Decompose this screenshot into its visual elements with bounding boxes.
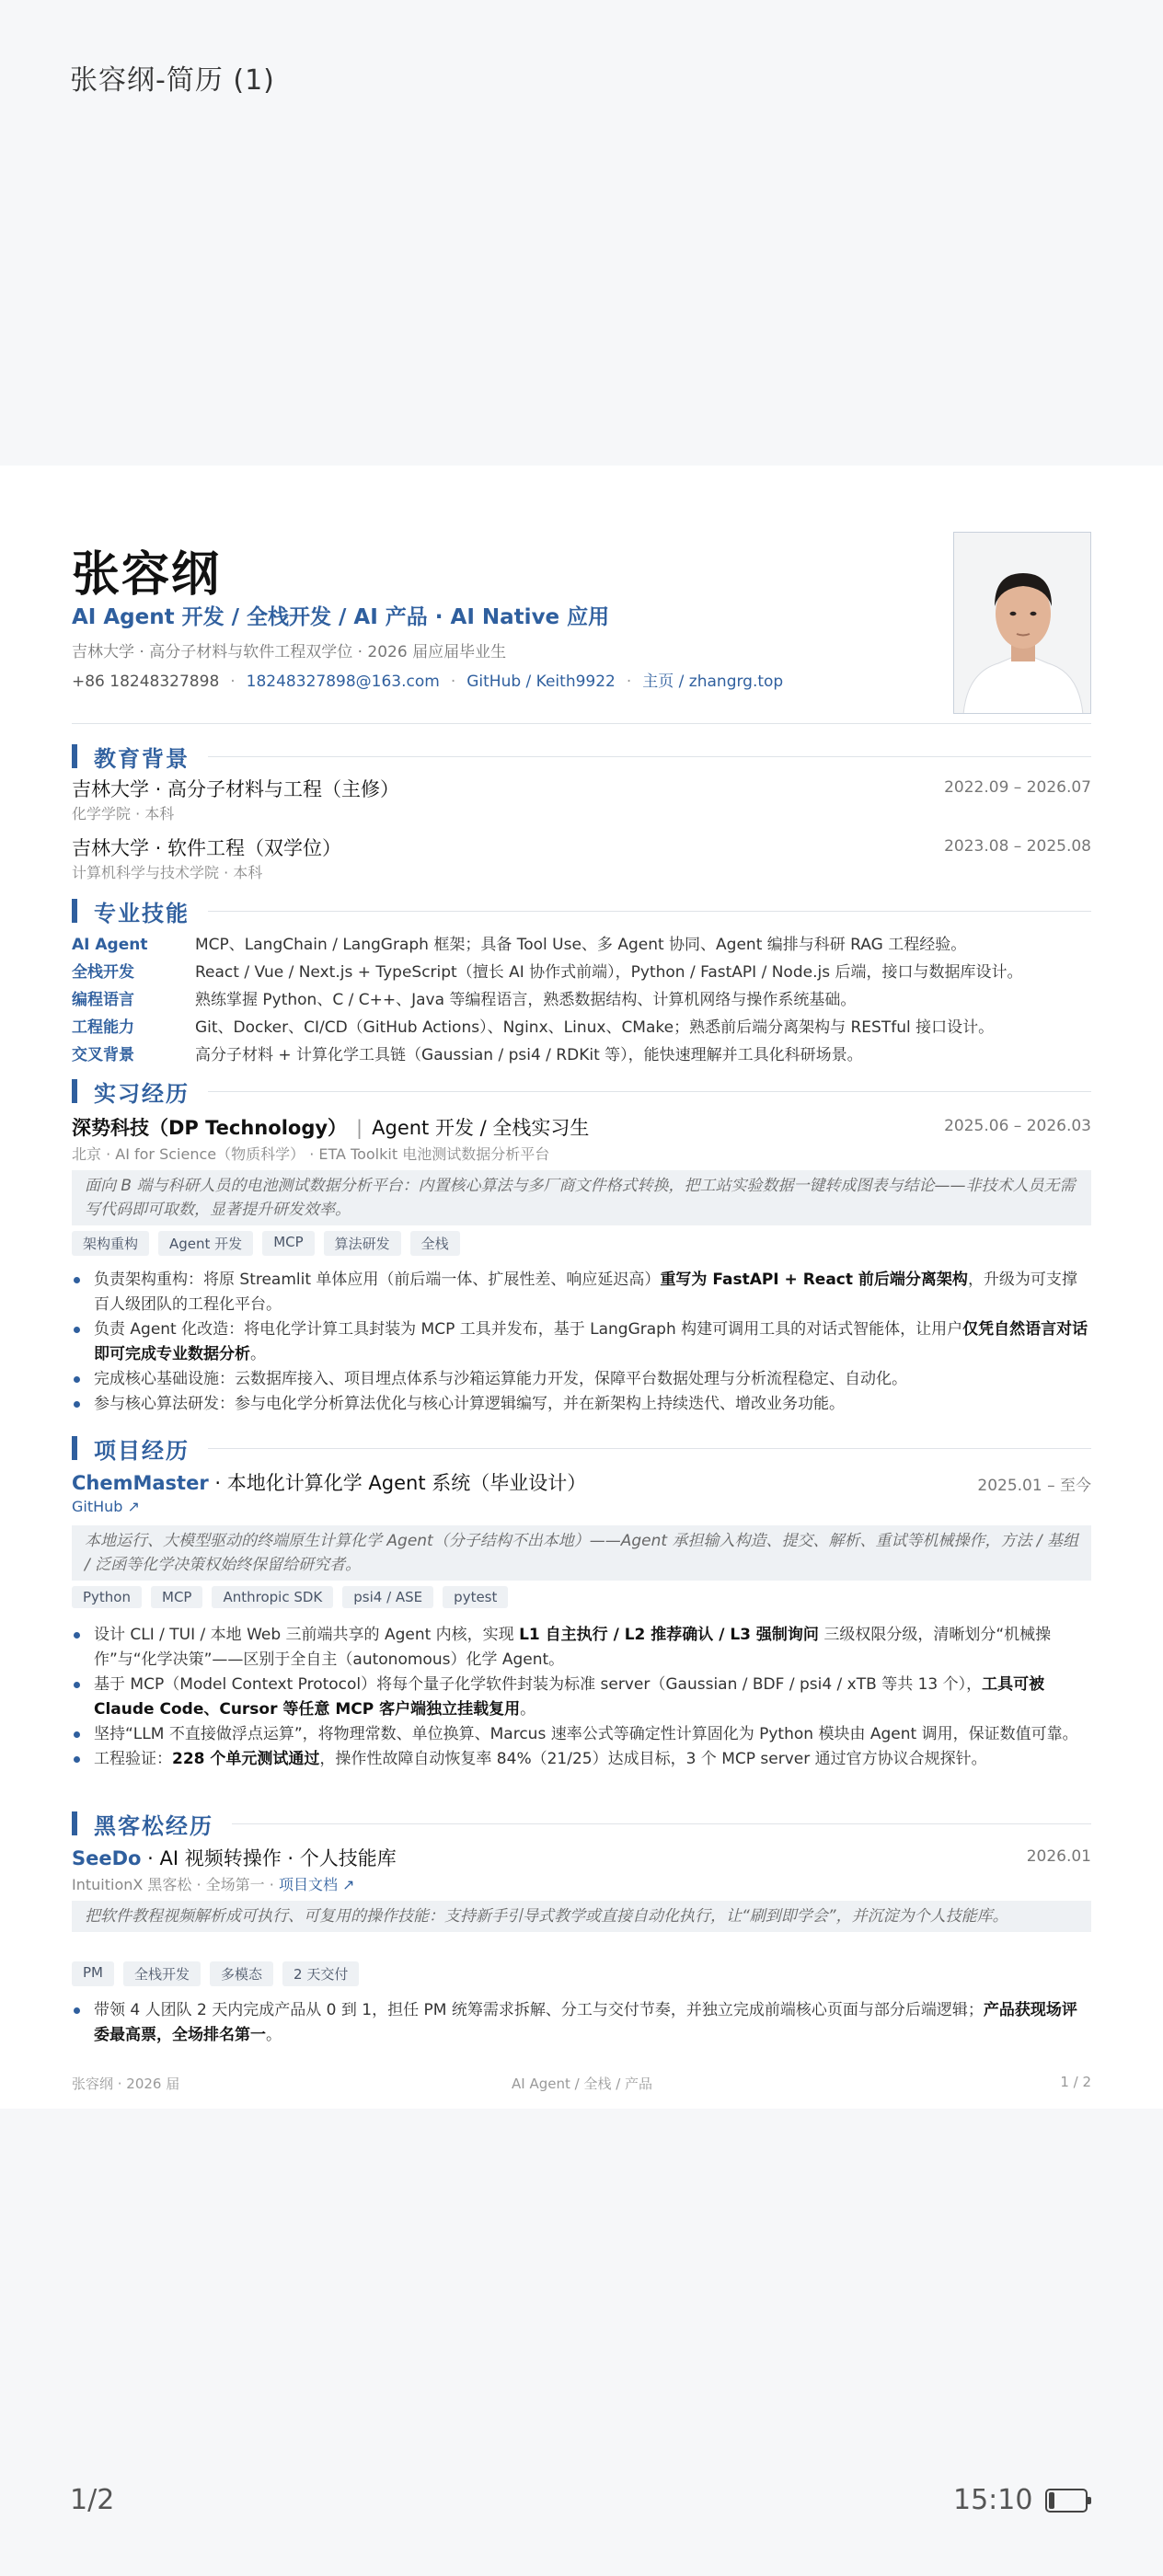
project-title <box>72 1468 586 1496</box>
bullet-item: 设计 CLI / TUI / 本地 Web 三前端共享的 Agent 内核，实现 L1 自主执行 / L2 推荐确认 / L3 强制询问 三级权限分级，清晰划分“机械操作”与“化学决策”——区别于全自主（autonomous）化学 Agent。 <box>72 1623 1091 1673</box>
status-time: 15:10 <box>953 2484 1033 2516</box>
skill-row <box>72 1041 863 1064</box>
hackathon-desc: · AI 视频转操作 · 个人技能库 <box>141 1847 397 1869</box>
tag: 全栈 <box>410 1231 460 1256</box>
section-title: 实习经历 <box>94 1080 190 1107</box>
separator: · <box>230 673 236 691</box>
hackathon-project-name: SeeDo <box>72 1847 142 1869</box>
internship-sub: 北京 · AI for Science（物质科学） · ETA Toolkit 电池测试数据分析平台 <box>72 1145 550 1163</box>
section-hackathon <box>72 1811 1091 1839</box>
skill-key: AI Agent <box>72 936 148 954</box>
bullet-item: 工程验证：228 个单元测试通过，操作性故障自动恢复率 84%（21/25）达成目标，3 个 MCP server 通过官方协议合规探针。 <box>72 1747 1091 1772</box>
bullet-item: 负责 Agent 化改造：将电化学计算工具封装为 MCP 工具并发布，基于 LangGraph 构建可调用工具的对话式智能体，让用户仅凭自然语言对话即可完成专业数据分析。 <box>72 1317 1091 1367</box>
section-rule <box>208 911 1091 912</box>
phone-number: +86 18248327898 <box>72 673 220 691</box>
hackathon-title <box>72 1844 397 1871</box>
github-link[interactable]: GitHub / Keith9922 <box>466 673 616 691</box>
hackathon-date: 2026.01 <box>1026 1847 1091 1866</box>
contact-line <box>72 668 783 691</box>
tag: PM <box>72 1961 114 1986</box>
project-github-link[interactable]: GitHub ↗ <box>72 1498 140 1515</box>
skill-key: 交叉背景 <box>72 1046 134 1064</box>
bullet-item: 完成核心基础设施：云数据库接入、项目埋点体系与沙箱运算能力开发，保障平台数据处理与分析流程稳定、自动化。 <box>72 1367 1091 1392</box>
battery-fill <box>1049 2492 1054 2509</box>
section-education <box>72 743 1091 772</box>
profile-photo <box>953 532 1091 714</box>
section-marker <box>72 899 77 923</box>
tag: 全栈开发 <box>123 1961 201 1986</box>
separator: · <box>626 673 632 691</box>
document-title: 张容纲-简历 (1) <box>70 64 275 97</box>
section-title: 教育背景 <box>94 745 190 772</box>
separator: | <box>356 1117 363 1139</box>
project-summary: 本地运行、大模型驱动的终端原生计算化学 Agent（分子结构不出本地）——Agent 承担输入构造、提交、解析、重试等机械操作，方法 / 基组 / 泛函等化学决策权始终保留给研究者。 <box>72 1525 1091 1581</box>
internship-summary: 面向 B 端与科研人员的电池测试数据分析平台：内置核心算法与多厂商文件格式转换，把工站实验数据一键转成图表与结论——非技术人员无需写代码即可取数，显著提升研发效率。 <box>72 1170 1091 1225</box>
section-marker <box>72 1811 77 1835</box>
skill-key: 全栈开发 <box>72 963 134 982</box>
section-rule <box>208 1091 1091 1092</box>
project-date: 2025.01 – 至今 <box>977 1477 1091 1495</box>
company-name: 深势科技（DP Technology） <box>72 1117 348 1139</box>
section-projects <box>72 1435 1091 1464</box>
section-marker <box>72 1436 77 1460</box>
bullet-item: 参与核心算法研发：参与电化学分析算法优化与核心计算逻辑编写，并在新架构上持续迭代、增改业务功能。 <box>72 1392 1091 1417</box>
project-tags <box>72 1586 508 1608</box>
tag: 算法研发 <box>324 1231 401 1256</box>
skill-value: 高分子材料 + 计算化学工具链（Gaussian / psi4 / RDKit 等），能快速理解并工具化科研场景。 <box>195 1046 863 1064</box>
section-title: 专业技能 <box>94 900 190 926</box>
education-item-sub: 计算机科学与技术学院 · 本科 <box>72 864 263 881</box>
section-skills <box>72 898 1091 924</box>
education-item-sub: 化学学院 · 本科 <box>72 805 175 822</box>
tag: MCP <box>262 1231 314 1256</box>
bullet-item: 带领 4 人团队 2 天内完成产品从 0 到 1，担任 PM 统筹需求拆解、分工与交付节奏，并独立完成前端核心页面与部分后端逻辑；产品获现场评委最高票，全场排名第一。 <box>72 1998 1091 2048</box>
skill-value: React / Vue / Next.js + TypeScript（擅长 AI 协作式前端），Python / FastAPI / Node.js 后端，接口与数据库设计。 <box>195 963 1023 982</box>
section-marker <box>72 1079 77 1103</box>
tag: 2 天交付 <box>282 1961 359 1986</box>
hackathon-sub <box>72 1873 354 1894</box>
skill-key: 编程语言 <box>72 991 134 1009</box>
page-indicator: 1/2 <box>70 2484 115 2516</box>
footer-center: AI Agent / 全栈 / 产品 <box>512 2076 653 2092</box>
skill-key: 工程能力 <box>72 1018 134 1037</box>
resume-page <box>0 466 1163 2109</box>
tag: pytest <box>443 1586 508 1608</box>
hackathon-summary: 把软件教程视频解析成可执行、可复用的操作技能：支持新手引导式教学或直接自动化执行，让“刷到即学会”，并沉淀为个人技能库。 <box>72 1901 1091 1932</box>
candidate-name: 张容纲 <box>72 547 222 603</box>
education-item-date: 2022.09 – 2026.07 <box>944 778 1091 797</box>
section-internship <box>72 1078 1091 1107</box>
tag: 架构重构 <box>72 1231 149 1256</box>
section-title: 黑客松经历 <box>94 1812 213 1839</box>
project-name: ChemMaster <box>72 1472 209 1494</box>
school-summary: 吉林大学 · 高分子材料与软件工程双学位 · 2026 届应届毕业生 <box>72 643 507 661</box>
internship-bullets <box>72 1268 1091 1417</box>
separator: · <box>450 673 456 691</box>
internship-tags <box>72 1231 460 1256</box>
tag: psi4 / ASE <box>342 1586 433 1608</box>
tag: 多模态 <box>210 1961 273 1986</box>
bullet-item: 负责架构重构：将原 Streamlit 单体应用（前后端一体、扩展性差、响应延迟高）重写为 FastAPI + React 前后端分离架构，升级为可支撑百人级团队的工程化平台。 <box>72 1268 1091 1317</box>
education-item-title: 吉林大学 · 高分子材料与工程（主修） <box>72 778 400 800</box>
skill-row <box>72 959 1022 982</box>
tag: MCP <box>151 1586 202 1608</box>
skill-value: Git、Docker、CI/CD（GitHub Actions）、Nginx、Linux、CMake；熟悉前后端分离架构与 RESTful 接口设计。 <box>195 1018 995 1037</box>
section-rule <box>208 756 1091 757</box>
skill-row <box>72 931 966 954</box>
tag: Python <box>72 1586 142 1608</box>
hackathon-tags <box>72 1961 359 1986</box>
project-doc-link[interactable]: 项目文档 ↗ <box>278 1876 355 1893</box>
internship-title <box>72 1113 589 1141</box>
skill-value: MCP、LangChain / LangGraph 框架；具备 Tool Use、多 Agent 协同、Agent 编排与科研 RAG 工程经验。 <box>195 936 967 954</box>
project-desc: · 本地化计算化学 Agent 系统（毕业设计） <box>208 1472 587 1494</box>
section-title: 项目经历 <box>94 1437 190 1464</box>
header-divider <box>72 723 1091 724</box>
education-item-title: 吉林大学 · 软件工程（双学位） <box>72 837 342 859</box>
hackathon-bullets <box>72 1998 1091 2048</box>
section-marker <box>72 744 77 768</box>
tag: Anthropic SDK <box>212 1586 333 1608</box>
hackathon-event: IntuitionX 黑客松 · 全场第一 · <box>72 1876 279 1893</box>
education-item-date: 2023.08 – 2025.08 <box>944 837 1091 856</box>
bullet-item: 基于 MCP（Model Context Protocol）将每个量子化学软件封装为标准 server（Gaussian / BDF / psi4 / xTB 等共 13 个），工具可被 Claude Code、Cursor 等任意 MCP 客户端独立挂载复用。 <box>72 1673 1091 1722</box>
tag: Agent 开发 <box>158 1231 253 1256</box>
footer-left: 张容纲 · 2026 届 <box>72 2076 180 2092</box>
internship-date: 2025.06 – 2026.03 <box>944 1117 1091 1135</box>
internship-role: Agent 开发 / 全栈实习生 <box>372 1117 590 1139</box>
skill-row <box>72 986 856 1009</box>
homepage-link[interactable]: 主页 / zhangrg.top <box>642 673 784 691</box>
skill-row <box>72 1014 994 1037</box>
email-link[interactable]: 18248327898@163.com <box>246 673 440 691</box>
section-rule <box>232 1823 1091 1824</box>
bullet-item: 坚持“LLM 不直接做浮点运算”，将物理常数、单位换算、Marcus 速率公式等确定性计算固化为 Python 模块由 Agent 调用，保证数值可靠。 <box>72 1722 1091 1747</box>
candidate-tagline: AI Agent 开发 / 全栈开发 / AI 产品 · AI Native 应用 <box>72 605 610 629</box>
footer-right: 1 / 2 <box>1060 2074 1091 2090</box>
skill-value: 熟练掌握 Python、C / C++、Java 等编程语言，熟悉数据结构、计算机网络与操作系统基础。 <box>195 991 857 1009</box>
project-bullets <box>72 1623 1091 1772</box>
section-rule <box>208 1448 1091 1449</box>
battery-icon <box>1045 2489 1088 2513</box>
project-sub <box>72 1498 140 1515</box>
